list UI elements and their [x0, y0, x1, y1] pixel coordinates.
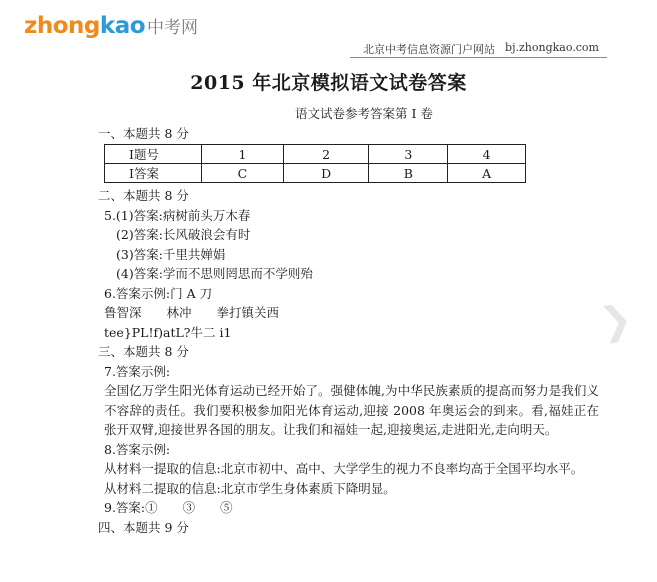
table-cell: B [369, 164, 448, 183]
q5-answer-3: (3)答案:千里共婵娟 [116, 246, 226, 262]
document-title: 2015 年北京模拟语文试卷答案 [190, 72, 467, 94]
table-cell: D [283, 164, 368, 183]
section-heading-1: 一、本题共 8 分 [98, 125, 189, 141]
table-row [105, 145, 526, 164]
logo-text-cn: 中考网 [147, 18, 199, 38]
q8-label: 8.答案示例: [104, 441, 171, 457]
q5-answer-4: (4)答案:学而不思则罔思而不学则殆 [116, 266, 313, 281]
table-header-cell: I答案 [105, 164, 202, 183]
site-header-link[interactable] [363, 41, 599, 57]
logo-text-zhong: zhong [24, 13, 100, 39]
q8-info-2: 从材料二提取的信息:北京市学生身体素质下降明显。 [104, 480, 396, 496]
watermark-arrow-icon: ❯ [596, 295, 636, 345]
table-cell: 3 [369, 145, 448, 164]
site-name: 北京中考信息资源门户网站 [363, 43, 496, 56]
header-divider [350, 57, 607, 58]
q5-answer-2: (2)答案:长风破浪会有时 [116, 227, 251, 242]
section-heading-2: 二、本题共 8 分 [98, 188, 189, 203]
q6-line-3: tee}PL!f)atL?牛二 i1 [104, 324, 232, 340]
logo-text-kao: kao [99, 13, 146, 39]
answer-table [104, 144, 526, 183]
q6-line-1: 6.答案示例:门 A 刀 [104, 285, 213, 301]
q8-info-1: 从材料一提取的信息:北京市初中、高中、大学学生的视力不良率均高于全国平均水平。 [104, 461, 584, 476]
table-cell: C [202, 164, 284, 183]
table-cell: 4 [448, 145, 526, 164]
q7-answer-text: 全国亿万学生阳光体育运动已经开始了。强健体魄,为中华民族素质的提高而努力是我们义不容辞的责任。我们要积极参加阳光体育运动,迎接 2008 年奥运会的到来。看,福娃正在张开双臂,迎接世界各国的朋友。让我们和福娃一起,迎接奥运,走进阳光,走向明天。 [104, 383, 599, 437]
table-cell: 2 [283, 145, 368, 164]
table-cell: A [448, 164, 526, 183]
subtitle: 语文试卷参考答案第 I 卷 [295, 106, 433, 121]
table-cell: 1 [202, 145, 284, 164]
section-heading-3: 三、本题共 8 分 [98, 344, 189, 359]
document-body [98, 104, 624, 537]
q7-label: 7.答案示例: [104, 363, 171, 379]
table-row [105, 164, 526, 183]
q5-answer-1: 5.(1)答案:病树前头万木春 [104, 207, 251, 223]
site-logo[interactable] [24, 13, 198, 39]
q6-line-2: 鲁智深 林冲 拳打镇关西 [104, 305, 280, 320]
table-header-cell: I题号 [105, 145, 202, 164]
q9-answer: 9.答案:① ③ ⑤ [104, 500, 233, 515]
section-heading-4: 四、本题共 9 分 [98, 519, 189, 535]
site-url: bj.zhongkao.com [505, 41, 599, 54]
